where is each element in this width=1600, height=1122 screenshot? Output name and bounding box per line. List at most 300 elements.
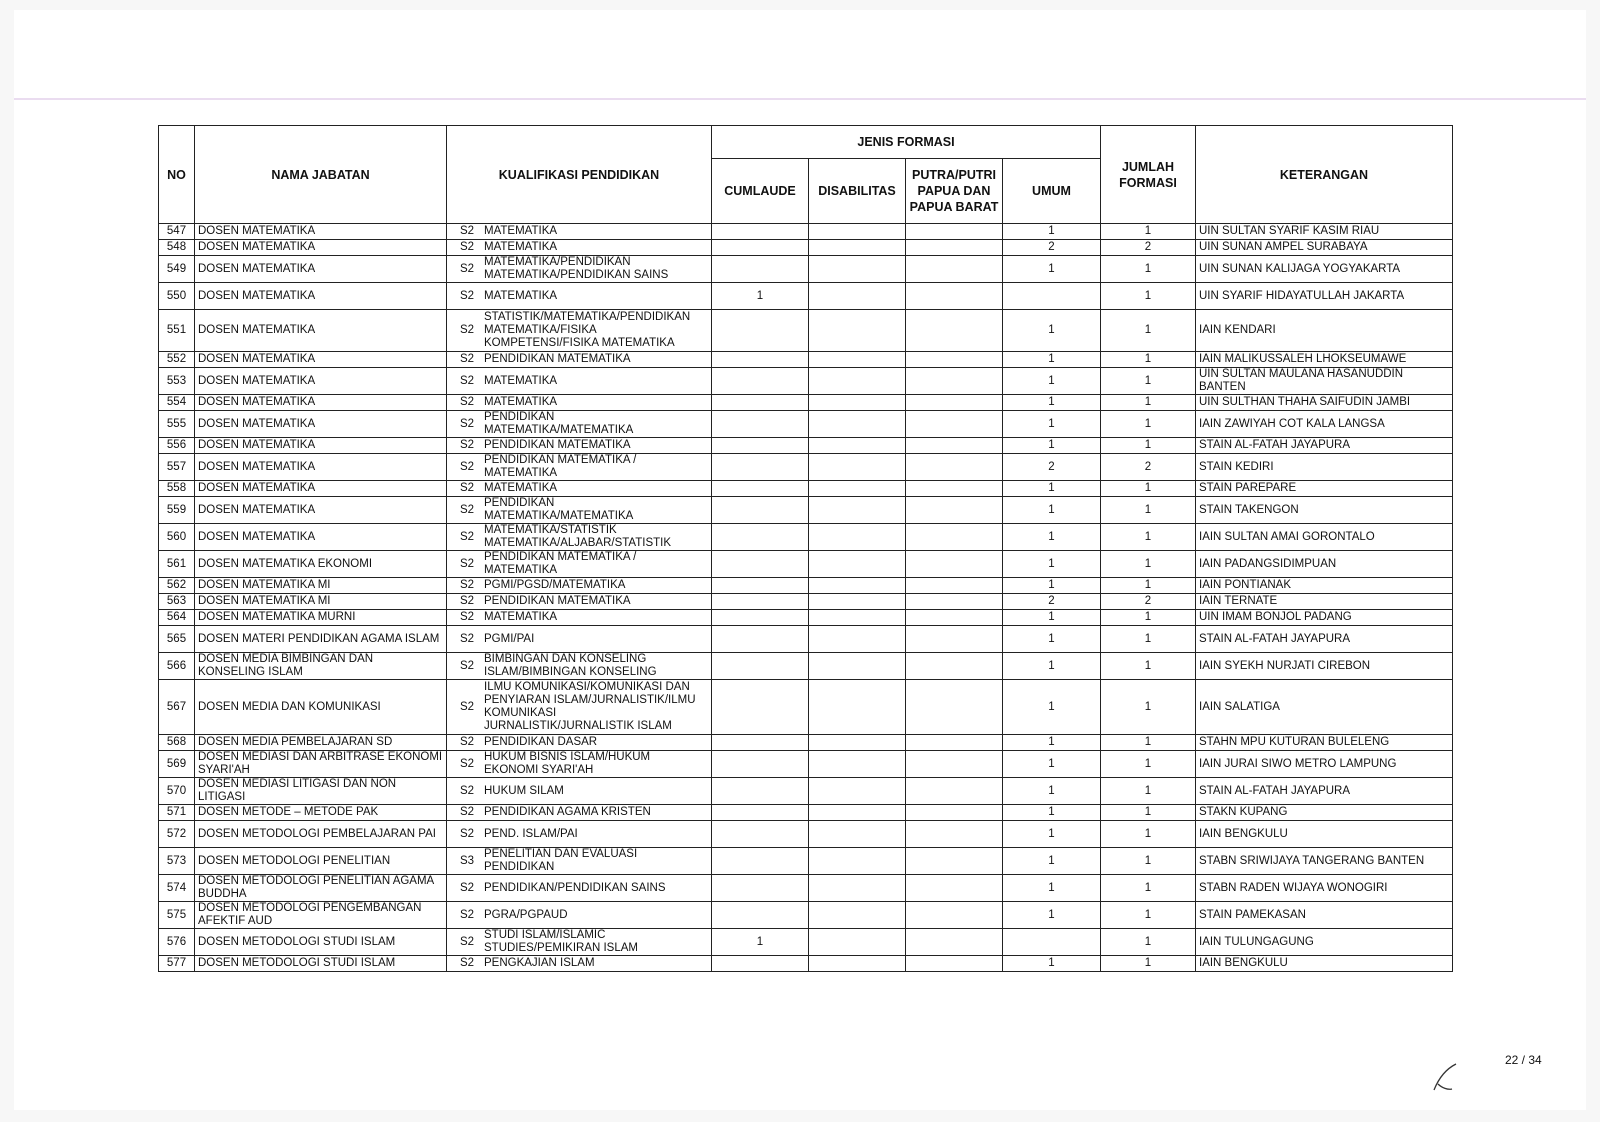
table-row [159,352,1453,368]
row-no: 565 [159,626,195,653]
row-cumlaude [712,805,809,821]
row-nama-jabatan: DOSEN MATEMATIKA [195,224,447,240]
row-umum: 1 [1003,497,1101,524]
row-jenjang: S3 [459,854,475,867]
row-cumlaude [712,680,809,735]
row-no: 575 [159,902,195,929]
row-umum: 1 [1003,751,1101,778]
row-nama-jabatan: DOSEN METODOLOGI PENELITIAN [195,848,447,875]
row-jumlah-formasi: 1 [1101,848,1196,875]
header-kualifikasi: KUALIFIKASI PENDIDIKAN [447,126,712,224]
row-no: 552 [159,352,195,368]
row-disabilitas [809,256,906,283]
row-kualifikasi [447,680,712,735]
row-disabilitas [809,594,906,610]
row-jumlah-formasi: 1 [1101,551,1196,578]
row-jumlah-formasi: 1 [1101,578,1196,594]
table-row [159,653,1453,680]
row-bidang-studi: MATEMATIKA [484,289,558,302]
row-disabilitas [809,481,906,497]
row-kualifikasi [447,735,712,751]
row-kualifikasi [447,821,712,848]
row-bidang-studi: PENDIDIKAN DASAR [484,736,598,748]
row-kualifikasi [447,956,712,972]
row-keterangan: STAIN AL-FATAH JAYAPURA [1196,778,1453,805]
table-row [159,594,1453,610]
row-keterangan: STAIN TAKENGON [1196,497,1453,524]
row-cumlaude [712,310,809,352]
row-nama-jabatan: DOSEN METODOLOGI STUDI ISLAM [195,929,447,956]
row-kualifikasi [447,875,712,902]
row-keterangan: IAIN SALATIGA [1196,680,1453,735]
row-jenjang: S2 [459,736,475,748]
row-disabilitas [809,956,906,972]
row-disabilitas [809,805,906,821]
row-disabilitas [809,368,906,395]
row-jumlah-formasi: 1 [1101,653,1196,680]
row-putra-papua [906,256,1003,283]
table-row [159,735,1453,751]
row-jenjang: S2 [459,262,475,275]
row-keterangan: IAIN SULTAN AMAI GORONTALO [1196,524,1453,551]
table-row [159,821,1453,848]
signature-mark [1430,1058,1462,1099]
row-jumlah-formasi: 2 [1101,454,1196,481]
row-disabilitas [809,578,906,594]
row-jenjang: S2 [459,611,475,623]
scan-artifact-line [14,98,1586,100]
row-disabilitas [809,551,906,578]
row-cumlaude [712,481,809,497]
row-no: 554 [159,395,195,411]
table-row [159,778,1453,805]
row-bidang-studi: STATISTIK/MATEMATIKA/PENDIDIKAN MATEMATIKA/FISIKA KOMPETENSI/FISIKA MATEMATIKA [484,311,691,349]
row-nama-jabatan: DOSEN MATEMATIKA [195,481,447,497]
row-kualifikasi [447,902,712,929]
row-cumlaude [712,610,809,626]
row-jenjang: S2 [459,396,475,408]
table-row [159,805,1453,821]
row-bidang-studi: PENDIDIKAN MATEMATIKA [484,595,631,607]
row-keterangan: UIN SULTAN MAULANA HASANUDDIN BANTEN [1196,368,1453,395]
row-nama-jabatan: DOSEN METODOLOGI PEMBELAJARAN PAI [195,821,447,848]
row-keterangan: IAIN KENDARI [1196,310,1453,352]
row-nama-jabatan: DOSEN MATEMATIKA MI [195,594,447,610]
row-nama-jabatan: DOSEN MATEMATIKA [195,411,447,438]
row-disabilitas [809,524,906,551]
row-keterangan: IAIN TULUNGAGUNG [1196,929,1453,956]
row-kualifikasi [447,578,712,594]
table-row [159,626,1453,653]
row-disabilitas [809,653,906,680]
row-cumlaude [712,524,809,551]
row-nama-jabatan: DOSEN MEDIA BIMBINGAN DAN KONSELING ISLAM [195,653,447,680]
row-cumlaude [712,454,809,481]
row-putra-papua [906,224,1003,240]
row-keterangan: UIN SULTHAN THAHA SAIFUDIN JAMBI [1196,395,1453,411]
table-row [159,956,1453,972]
table-row [159,524,1453,551]
row-disabilitas [809,875,906,902]
row-no: 573 [159,848,195,875]
row-umum: 1 [1003,411,1101,438]
row-kualifikasi [447,524,712,551]
row-keterangan: STAIN KEDIRI [1196,454,1453,481]
row-cumlaude [712,821,809,848]
row-jenjang: S2 [459,503,475,516]
row-umum: 1 [1003,680,1101,735]
row-kualifikasi [447,481,712,497]
table-row [159,240,1453,256]
row-disabilitas [809,411,906,438]
row-putra-papua [906,352,1003,368]
row-umum [1003,283,1101,310]
row-no: 555 [159,411,195,438]
row-keterangan: STABN RADEN WIJAYA WONOGIRI [1196,875,1453,902]
row-jenjang: S2 [459,632,475,645]
row-umum: 1 [1003,578,1101,594]
row-putra-papua [906,497,1003,524]
row-kualifikasi [447,929,712,956]
row-disabilitas [809,680,906,735]
row-cumlaude [712,778,809,805]
row-bidang-studi: HUKUM SILAM [484,784,564,797]
row-no: 577 [159,956,195,972]
row-keterangan: STAIN PAREPARE [1196,481,1453,497]
row-disabilitas [809,751,906,778]
row-bidang-studi: MATEMATIKA [484,611,558,623]
row-nama-jabatan: DOSEN MATEMATIKA MURNI [195,610,447,626]
row-kualifikasi [447,368,712,395]
header-putra-papua: PUTRA/PUTRI PAPUA DAN PAPUA BARAT [906,159,1003,224]
row-cumlaude [712,626,809,653]
row-cumlaude [712,368,809,395]
row-umum: 1 [1003,902,1101,929]
row-jumlah-formasi: 1 [1101,751,1196,778]
row-keterangan: IAIN PADANGSIDIMPUAN [1196,551,1453,578]
row-no: 557 [159,454,195,481]
table-row [159,929,1453,956]
row-kualifikasi [447,310,712,352]
row-jumlah-formasi: 1 [1101,411,1196,438]
row-putra-papua [906,821,1003,848]
row-jumlah-formasi: 1 [1101,778,1196,805]
row-kualifikasi [447,438,712,454]
table-body [159,224,1453,972]
row-kualifikasi [447,395,712,411]
row-no: 561 [159,551,195,578]
row-kualifikasi [447,626,712,653]
row-jumlah-formasi: 1 [1101,310,1196,352]
row-bidang-studi: PENDIDIKAN/PENDIDIKAN SAINS [484,881,666,894]
row-cumlaude [712,224,809,240]
table-row [159,256,1453,283]
row-no: 570 [159,778,195,805]
row-putra-papua [906,578,1003,594]
row-jumlah-formasi: 1 [1101,610,1196,626]
row-bidang-studi: PENDIDIKAN MATEMATIKA/MATEMATIKA [484,497,634,522]
header-jumlah-formasi: JUMLAH FORMASI [1101,126,1196,224]
row-kualifikasi [447,283,712,310]
row-nama-jabatan: DOSEN MATEMATIKA [195,283,447,310]
row-disabilitas [809,240,906,256]
row-jenjang: S2 [459,806,475,818]
row-bidang-studi: MATEMATIKA [484,241,558,253]
row-jenjang: S2 [459,827,475,840]
row-bidang-studi: PENDIDIKAN MATEMATIKA / MATEMATIKA [484,454,637,479]
row-jumlah-formasi: 1 [1101,481,1196,497]
row-umum: 1 [1003,875,1101,902]
row-cumlaude [712,240,809,256]
row-jenjang: S2 [459,784,475,797]
row-disabilitas [809,778,906,805]
table-row [159,283,1453,310]
row-cumlaude [712,352,809,368]
row-cumlaude [712,578,809,594]
row-umum: 1 [1003,956,1101,972]
row-putra-papua [906,956,1003,972]
header-disabilitas: DISABILITAS [809,159,906,224]
row-kualifikasi [447,805,712,821]
row-bidang-studi: ILMU KOMUNIKASI/KOMUNIKASI DAN PENYIARAN ISLAM/JURNALISTIK/ILMU KOMUNIKASI JURNALISTIK/JURNALISTIK ISLAM [484,681,696,732]
row-putra-papua [906,454,1003,481]
header-jenis-formasi: JENIS FORMASI [712,126,1101,159]
row-bidang-studi: MATEMATIKA [484,396,558,408]
row-umum: 1 [1003,481,1101,497]
row-keterangan: UIN SUNAN AMPEL SURABAYA [1196,240,1453,256]
row-umum: 2 [1003,240,1101,256]
row-jenjang: S2 [459,957,475,969]
row-nama-jabatan: DOSEN MATEMATIKA MI [195,578,447,594]
header-cumlaude: CUMLAUDE [712,159,809,224]
row-kualifikasi [447,352,712,368]
row-putra-papua [906,848,1003,875]
row-umum: 1 [1003,352,1101,368]
row-no: 551 [159,310,195,352]
header-umum: UMUM [1003,159,1101,224]
page-number: 22 / 34 [1505,1053,1542,1067]
table-row [159,368,1453,395]
table-row [159,848,1453,875]
row-jenjang: S2 [459,530,475,543]
row-putra-papua [906,875,1003,902]
table-row [159,481,1453,497]
header-nama-jabatan: NAMA JABATAN [195,126,447,224]
row-keterangan: UIN IMAM BONJOL PADANG [1196,610,1453,626]
table-row [159,578,1453,594]
row-jenjang: S2 [459,374,475,387]
row-no: 550 [159,283,195,310]
row-no: 568 [159,735,195,751]
row-jumlah-formasi: 1 [1101,929,1196,956]
row-nama-jabatan: DOSEN MATEMATIKA [195,256,447,283]
row-keterangan: IAIN TERNATE [1196,594,1453,610]
row-bidang-studi: PENDIDIKAN MATEMATIKA [484,353,631,365]
row-nama-jabatan: DOSEN MATEMATIKA [195,454,447,481]
row-no: 576 [159,929,195,956]
row-cumlaude [712,395,809,411]
row-cumlaude: 1 [712,283,809,310]
row-umum: 1 [1003,778,1101,805]
row-keterangan: IAIN ZAWIYAH COT KALA LANGSA [1196,411,1453,438]
row-umum: 1 [1003,848,1101,875]
row-jumlah-formasi: 1 [1101,626,1196,653]
row-bidang-studi: PENDIDIKAN MATEMATIKA/MATEMATIKA [484,411,634,436]
row-disabilitas [809,283,906,310]
table-row [159,680,1453,735]
row-no: 549 [159,256,195,283]
row-jumlah-formasi: 1 [1101,902,1196,929]
row-jenjang: S2 [459,417,475,430]
row-jumlah-formasi: 1 [1101,368,1196,395]
table-row [159,310,1453,352]
row-disabilitas [809,929,906,956]
row-keterangan: STAKN KUPANG [1196,805,1453,821]
row-umum: 1 [1003,438,1101,454]
row-putra-papua [906,283,1003,310]
row-jenjang: S2 [459,460,475,473]
row-putra-papua [906,240,1003,256]
row-putra-papua [906,310,1003,352]
row-jumlah-formasi: 1 [1101,805,1196,821]
row-disabilitas [809,352,906,368]
row-kualifikasi [447,610,712,626]
row-umum: 1 [1003,524,1101,551]
row-nama-jabatan: DOSEN MATEMATIKA [195,310,447,352]
row-jenjang: S2 [459,881,475,894]
row-umum: 1 [1003,610,1101,626]
row-jumlah-formasi: 1 [1101,283,1196,310]
row-kualifikasi [447,778,712,805]
row-nama-jabatan: DOSEN MATEMATIKA [195,352,447,368]
row-disabilitas [809,902,906,929]
row-keterangan: IAIN MALIKUSSALEH LHOKSEUMAWE [1196,352,1453,368]
row-jenjang: S2 [459,757,475,770]
row-nama-jabatan: DOSEN MATEMATIKA [195,497,447,524]
row-putra-papua [906,368,1003,395]
row-jenjang: S2 [459,289,475,302]
row-no: 571 [159,805,195,821]
row-keterangan: UIN SYARIF HIDAYATULLAH JAKARTA [1196,283,1453,310]
row-jumlah-formasi: 1 [1101,735,1196,751]
row-putra-papua [906,653,1003,680]
row-kualifikasi [447,497,712,524]
row-keterangan: UIN SULTAN SYARIF KASIM RIAU [1196,224,1453,240]
row-nama-jabatan: DOSEN MEDIASI DAN ARBITRASE EKONOMI SYARI'AH [195,751,447,778]
row-keterangan: STAIN AL-FATAH JAYAPURA [1196,438,1453,454]
row-bidang-studi: MATEMATIKA [484,482,558,494]
row-umum: 2 [1003,594,1101,610]
row-umum: 1 [1003,653,1101,680]
row-jumlah-formasi: 2 [1101,594,1196,610]
row-nama-jabatan: DOSEN MATEMATIKA [195,240,447,256]
row-no: 564 [159,610,195,626]
row-disabilitas [809,821,906,848]
row-cumlaude [712,751,809,778]
row-jumlah-formasi: 1 [1101,256,1196,283]
row-jenjang: S2 [459,439,475,451]
row-kualifikasi [447,224,712,240]
row-jumlah-formasi: 1 [1101,875,1196,902]
row-jumlah-formasi: 1 [1101,224,1196,240]
row-disabilitas [809,497,906,524]
row-bidang-studi: PENDIDIKAN MATEMATIKA / MATEMATIKA [484,551,637,576]
row-nama-jabatan: DOSEN MATEMATIKA [195,524,447,551]
row-keterangan: STAIN AL-FATAH JAYAPURA [1196,626,1453,653]
row-keterangan: STABN SRIWIJAYA TANGERANG BANTEN [1196,848,1453,875]
row-jenjang: S2 [459,579,475,591]
row-cumlaude [712,875,809,902]
row-no: 574 [159,875,195,902]
row-putra-papua [906,411,1003,438]
row-nama-jabatan: DOSEN MATEMATIKA EKONOMI [195,551,447,578]
row-keterangan: STAIN PAMEKASAN [1196,902,1453,929]
row-jenjang: S2 [459,659,475,672]
row-cumlaude [712,594,809,610]
row-putra-papua [906,929,1003,956]
row-kualifikasi [447,848,712,875]
row-nama-jabatan: DOSEN METODOLOGI PENGEMBANGAN AFEKTIF AUD [195,902,447,929]
row-keterangan: STAHN MPU KUTURAN BULELENG [1196,735,1453,751]
table-row [159,438,1453,454]
row-jumlah-formasi: 1 [1101,352,1196,368]
row-kualifikasi [447,551,712,578]
row-nama-jabatan: DOSEN MEDIA PEMBELAJARAN SD [195,735,447,751]
row-cumlaude [712,848,809,875]
row-disabilitas [809,735,906,751]
row-bidang-studi: MATEMATIKA/PENDIDIKAN MATEMATIKA/PENDIDIKAN SAINS [484,256,669,281]
row-nama-jabatan: DOSEN MATEMATIKA [195,395,447,411]
row-jumlah-formasi: 2 [1101,240,1196,256]
row-kualifikasi [447,411,712,438]
table-row [159,551,1453,578]
table-row [159,224,1453,240]
row-no: 572 [159,821,195,848]
row-no: 569 [159,751,195,778]
row-putra-papua [906,805,1003,821]
row-no: 553 [159,368,195,395]
row-putra-papua [906,626,1003,653]
table-row [159,751,1453,778]
row-umum: 1 [1003,368,1101,395]
row-jenjang: S2 [459,482,475,494]
row-disabilitas [809,610,906,626]
row-jenjang: S2 [459,700,475,713]
row-bidang-studi: STUDI ISLAM/ISLAMIC STUDIES/PEMIKIRAN ISLAM [484,929,639,954]
table-row [159,395,1453,411]
table-row [159,610,1453,626]
row-umum: 1 [1003,821,1101,848]
row-disabilitas [809,395,906,411]
row-cumlaude [712,411,809,438]
row-cumlaude [712,653,809,680]
row-bidang-studi: MATEMATIKA [484,374,558,387]
table-row [159,902,1453,929]
row-jenjang: S2 [459,225,475,237]
table-row [159,411,1453,438]
row-putra-papua [906,751,1003,778]
row-jenjang: S2 [459,241,475,253]
row-nama-jabatan: DOSEN METODOLOGI STUDI ISLAM [195,956,447,972]
row-keterangan: IAIN BENGKULU [1196,821,1453,848]
row-nama-jabatan: DOSEN MEDIA DAN KOMUNIKASI [195,680,447,735]
row-keterangan: IAIN PONTIANAK [1196,578,1453,594]
row-kualifikasi [447,594,712,610]
row-cumlaude [712,256,809,283]
row-bidang-studi: HUKUM BISNIS ISLAM/HUKUM EKONOMI SYARI'AH [484,751,651,776]
row-no: 560 [159,524,195,551]
row-cumlaude [712,438,809,454]
